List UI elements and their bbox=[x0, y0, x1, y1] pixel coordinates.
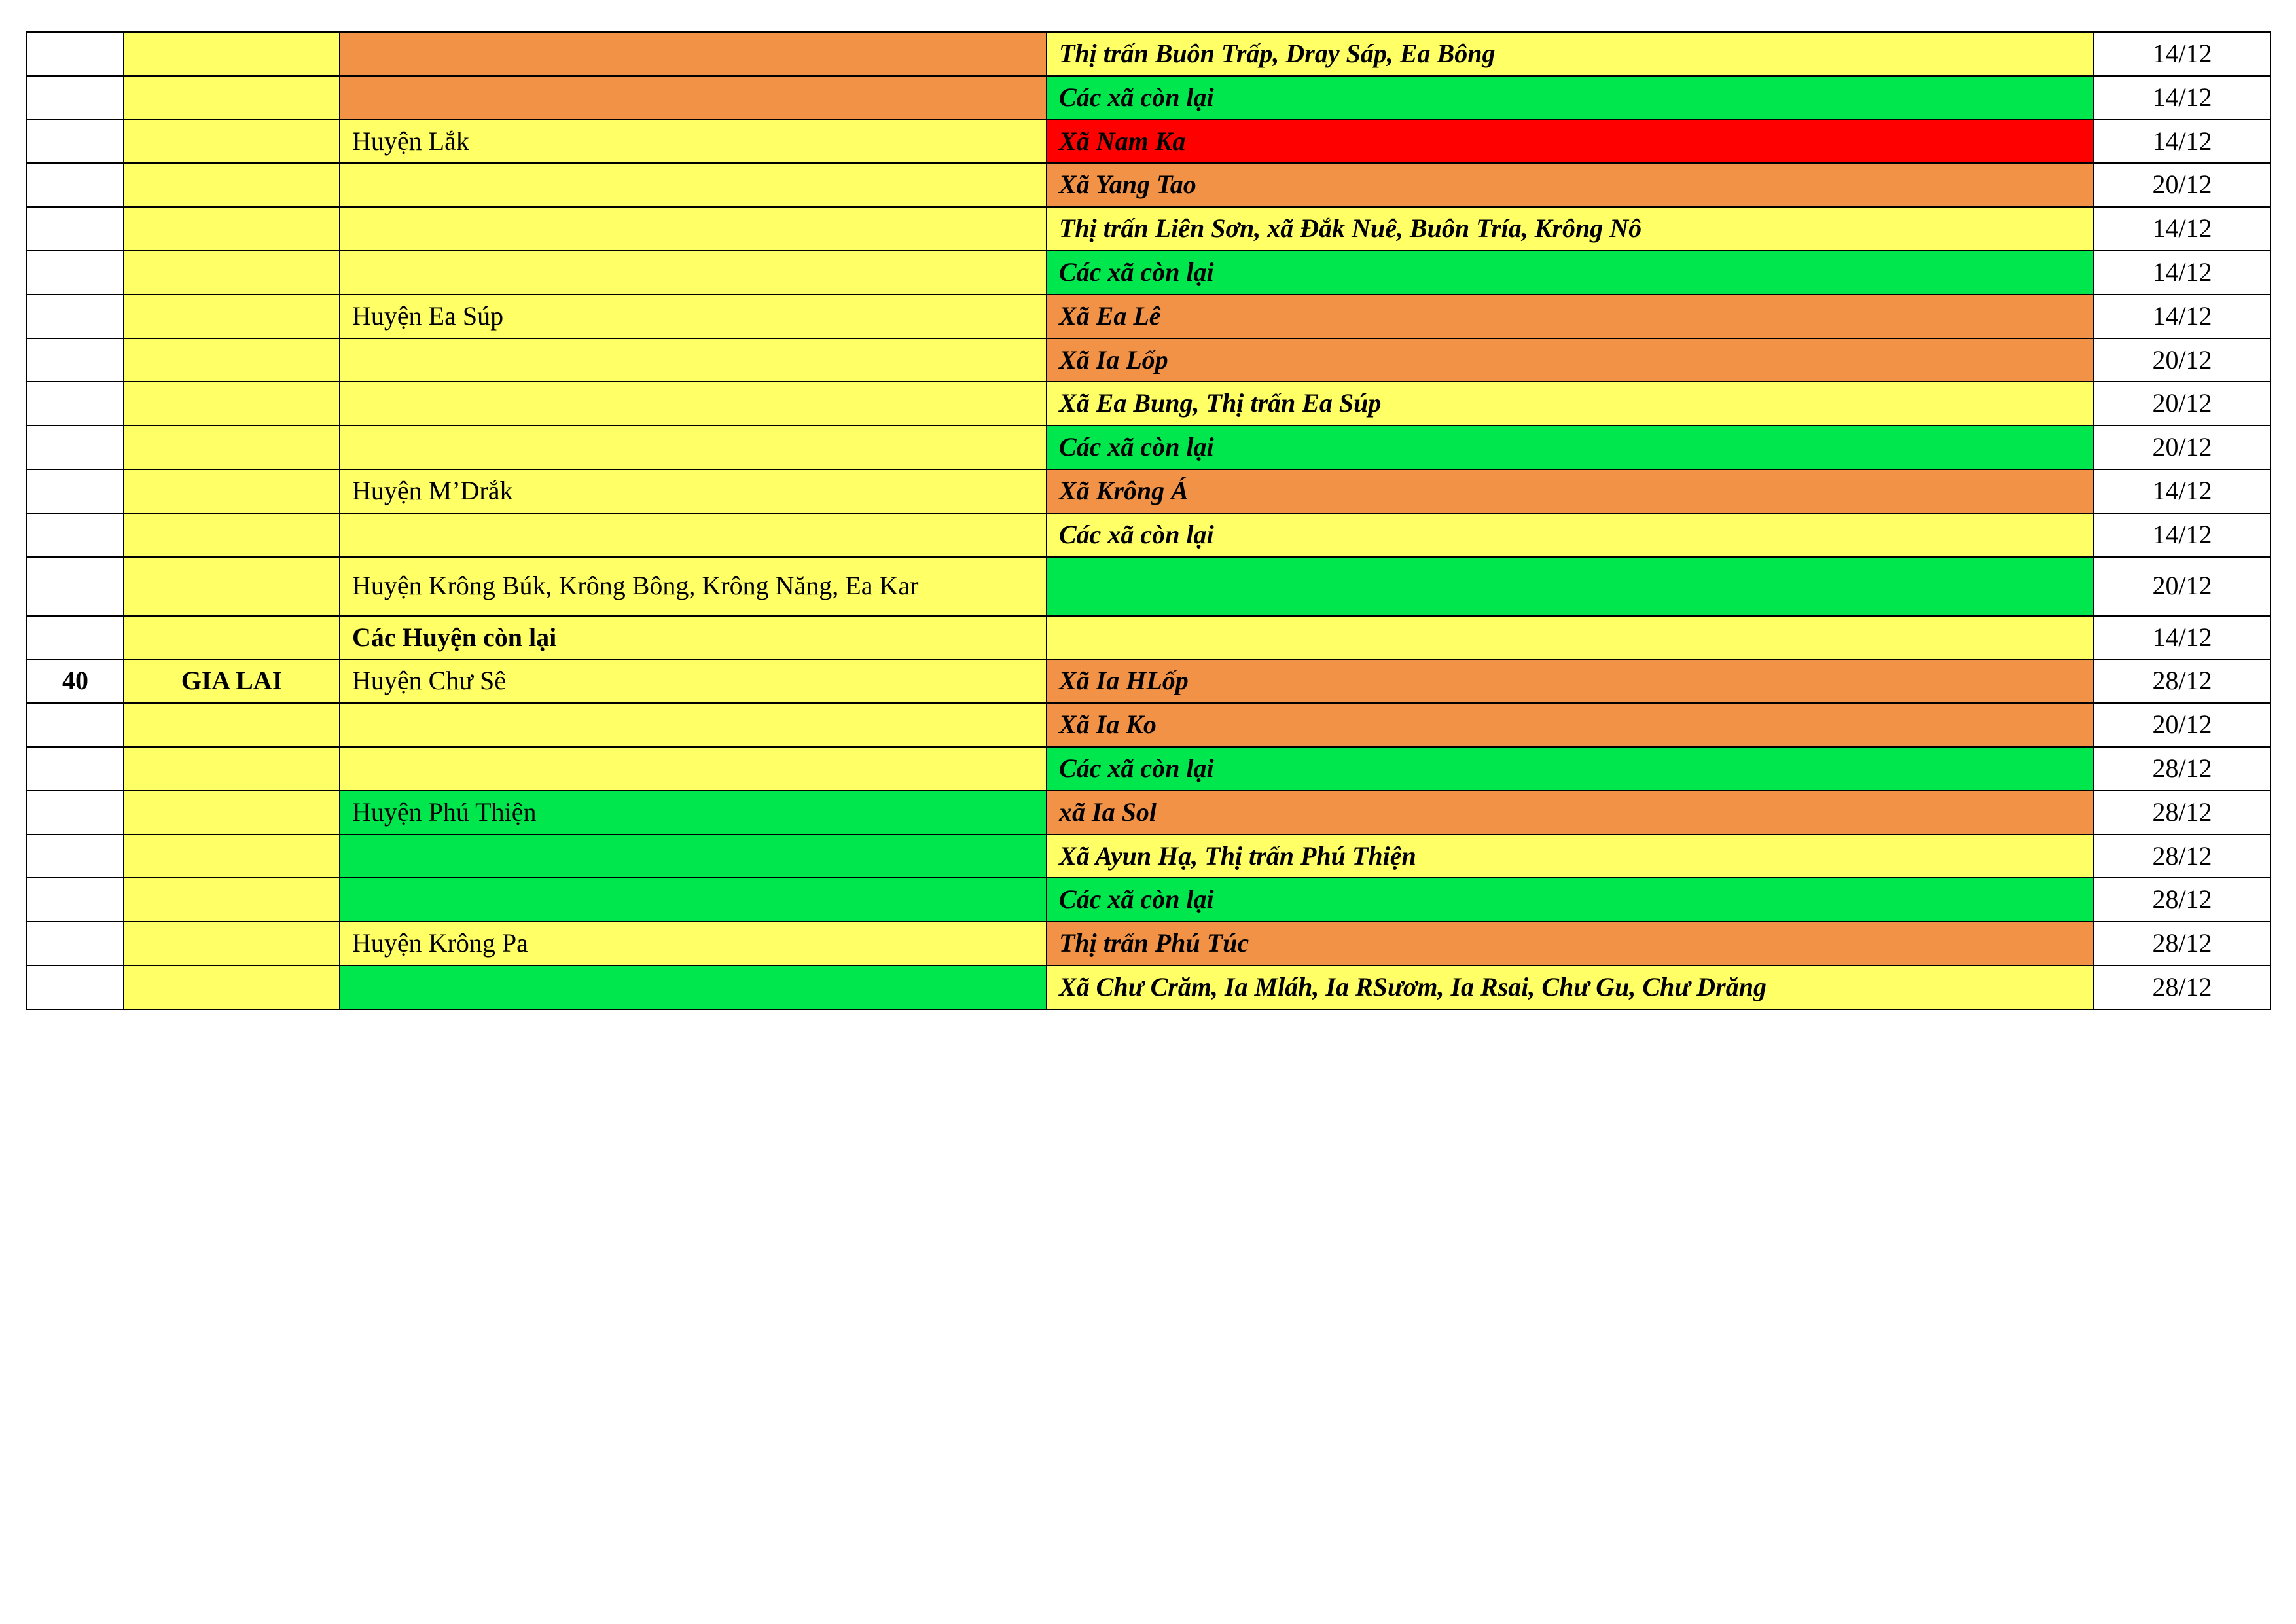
cell-index bbox=[27, 791, 124, 835]
cell-district bbox=[340, 251, 1047, 295]
cell-date: 14/12 bbox=[2094, 251, 2270, 295]
table-row bbox=[27, 76, 2270, 120]
table-row bbox=[27, 120, 2270, 164]
table-row bbox=[27, 965, 2270, 1009]
table-row bbox=[27, 513, 2270, 557]
cell-index bbox=[27, 965, 124, 1009]
cell-province bbox=[124, 747, 340, 791]
cell-commune: Xã Yang Tao bbox=[1047, 163, 2094, 207]
cell-district bbox=[340, 338, 1047, 382]
cell-district bbox=[340, 207, 1047, 251]
cell-commune: Các xã còn lại bbox=[1047, 747, 2094, 791]
cell-province bbox=[124, 163, 340, 207]
cell-index bbox=[27, 922, 124, 965]
cell-province bbox=[124, 32, 340, 76]
table-row bbox=[27, 659, 2270, 703]
cell-province bbox=[124, 382, 340, 425]
cell-date: 20/12 bbox=[2094, 338, 2270, 382]
cell-district: Huyện Ea Súp bbox=[340, 295, 1047, 338]
cell-province bbox=[124, 513, 340, 557]
cell-date: 28/12 bbox=[2094, 878, 2270, 922]
cell-province: GIA LAI bbox=[124, 659, 340, 703]
cell-province bbox=[124, 703, 340, 747]
cell-commune: Thị trấn Buôn Trấp, Dray Sáp, Ea Bông bbox=[1047, 32, 2094, 76]
cell-index bbox=[27, 469, 124, 513]
cell-province bbox=[124, 76, 340, 120]
cell-index bbox=[27, 703, 124, 747]
cell-index bbox=[27, 295, 124, 338]
cell-index bbox=[27, 207, 124, 251]
cell-district bbox=[340, 425, 1047, 469]
cell-district bbox=[340, 163, 1047, 207]
table-row bbox=[27, 469, 2270, 513]
cell-date: 20/12 bbox=[2094, 557, 2270, 616]
cell-commune: Các xã còn lại bbox=[1047, 878, 2094, 922]
table-row bbox=[27, 207, 2270, 251]
cell-province bbox=[124, 251, 340, 295]
cell-district: Huyện Lắk bbox=[340, 120, 1047, 164]
cell-commune: Thị trấn Liên Sơn, xã Đắk Nuê, Buôn Tría, Krông Nô bbox=[1047, 207, 2094, 251]
cell-date: 14/12 bbox=[2094, 616, 2270, 660]
cell-date: 28/12 bbox=[2094, 835, 2270, 878]
cell-province bbox=[124, 835, 340, 878]
table-row bbox=[27, 747, 2270, 791]
cell-province bbox=[124, 791, 340, 835]
cell-province bbox=[124, 425, 340, 469]
cell-province bbox=[124, 120, 340, 164]
cell-commune: xã Ia Sol bbox=[1047, 791, 2094, 835]
cell-index bbox=[27, 557, 124, 616]
cell-date: 14/12 bbox=[2094, 513, 2270, 557]
cell-commune: Xã Ia Lốp bbox=[1047, 338, 2094, 382]
cell-district bbox=[340, 32, 1047, 76]
cell-province bbox=[124, 922, 340, 965]
cell-commune: Xã Ayun Hạ, Thị trấn Phú Thiện bbox=[1047, 835, 2094, 878]
table-row bbox=[27, 835, 2270, 878]
cell-province bbox=[124, 295, 340, 338]
cell-district: Huyện Krông Pa bbox=[340, 922, 1047, 965]
cell-index bbox=[27, 382, 124, 425]
cell-province bbox=[124, 207, 340, 251]
table-row bbox=[27, 878, 2270, 922]
cell-commune: Xã Ia HLốp bbox=[1047, 659, 2094, 703]
cell-date: 20/12 bbox=[2094, 425, 2270, 469]
cell-commune: Xã Ia Ko bbox=[1047, 703, 2094, 747]
cell-district bbox=[340, 513, 1047, 557]
cell-district: Huyện Krông Búk, Krông Bông, Krông Năng, Ea Kar bbox=[340, 557, 1047, 616]
cell-index bbox=[27, 878, 124, 922]
cell-index bbox=[27, 163, 124, 207]
table-body bbox=[27, 32, 2270, 1009]
cell-index bbox=[27, 747, 124, 791]
cell-district bbox=[340, 703, 1047, 747]
cell-district: Các Huyện còn lại bbox=[340, 616, 1047, 660]
cell-province bbox=[124, 878, 340, 922]
cell-date: 28/12 bbox=[2094, 965, 2270, 1009]
cell-district: Huyện Phú Thiện bbox=[340, 791, 1047, 835]
cell-commune bbox=[1047, 616, 2094, 660]
cell-province bbox=[124, 338, 340, 382]
cell-date: 14/12 bbox=[2094, 120, 2270, 164]
table-row bbox=[27, 557, 2270, 616]
cell-district bbox=[340, 965, 1047, 1009]
cell-commune: Xã Ea Bung, Thị trấn Ea Súp bbox=[1047, 382, 2094, 425]
cell-index bbox=[27, 835, 124, 878]
cell-index bbox=[27, 120, 124, 164]
cell-index bbox=[27, 32, 124, 76]
table-row bbox=[27, 616, 2270, 660]
cell-commune: Các xã còn lại bbox=[1047, 251, 2094, 295]
cell-commune: Xã Nam Ka bbox=[1047, 120, 2094, 164]
cell-date: 14/12 bbox=[2094, 32, 2270, 76]
cell-commune: Xã Ea Lê bbox=[1047, 295, 2094, 338]
cell-province bbox=[124, 965, 340, 1009]
cell-commune bbox=[1047, 557, 2094, 616]
cell-district bbox=[340, 382, 1047, 425]
cell-district: Huyện Chư Sê bbox=[340, 659, 1047, 703]
table-row bbox=[27, 163, 2270, 207]
cell-index: 40 bbox=[27, 659, 124, 703]
cell-district bbox=[340, 747, 1047, 791]
table-row bbox=[27, 338, 2270, 382]
cell-province bbox=[124, 557, 340, 616]
cell-date: 28/12 bbox=[2094, 659, 2270, 703]
cell-commune: Các xã còn lại bbox=[1047, 425, 2094, 469]
cell-index bbox=[27, 338, 124, 382]
cell-index bbox=[27, 616, 124, 660]
cell-district bbox=[340, 76, 1047, 120]
cell-date: 14/12 bbox=[2094, 207, 2270, 251]
cell-date: 14/12 bbox=[2094, 76, 2270, 120]
cell-date: 20/12 bbox=[2094, 382, 2270, 425]
cell-date: 20/12 bbox=[2094, 703, 2270, 747]
cell-date: 28/12 bbox=[2094, 747, 2270, 791]
cell-index bbox=[27, 425, 124, 469]
cell-district: Huyện M’Drắk bbox=[340, 469, 1047, 513]
cell-index bbox=[27, 76, 124, 120]
cell-province bbox=[124, 616, 340, 660]
cell-date: 28/12 bbox=[2094, 922, 2270, 965]
table-row bbox=[27, 791, 2270, 835]
cell-district bbox=[340, 835, 1047, 878]
cell-date: 14/12 bbox=[2094, 295, 2270, 338]
table-row bbox=[27, 425, 2270, 469]
cell-commune: Xã Krông Á bbox=[1047, 469, 2094, 513]
cell-commune: Xã Chư Crăm, Ia Mláh, Ia RSươm, Ia Rsai, Chư Gu, Chư Drăng bbox=[1047, 965, 2094, 1009]
cell-date: 20/12 bbox=[2094, 163, 2270, 207]
table-row bbox=[27, 251, 2270, 295]
table-row bbox=[27, 295, 2270, 338]
table-row bbox=[27, 382, 2270, 425]
table-row bbox=[27, 703, 2270, 747]
cell-commune: Các xã còn lại bbox=[1047, 76, 2094, 120]
cell-commune: Thị trấn Phú Túc bbox=[1047, 922, 2094, 965]
cell-province bbox=[124, 469, 340, 513]
table-row bbox=[27, 922, 2270, 965]
cell-date: 28/12 bbox=[2094, 791, 2270, 835]
epidemic-zone-table bbox=[26, 31, 2271, 1010]
cell-commune: Các xã còn lại bbox=[1047, 513, 2094, 557]
cell-index bbox=[27, 513, 124, 557]
cell-district bbox=[340, 878, 1047, 922]
cell-index bbox=[27, 251, 124, 295]
cell-date: 14/12 bbox=[2094, 469, 2270, 513]
table-row bbox=[27, 32, 2270, 76]
